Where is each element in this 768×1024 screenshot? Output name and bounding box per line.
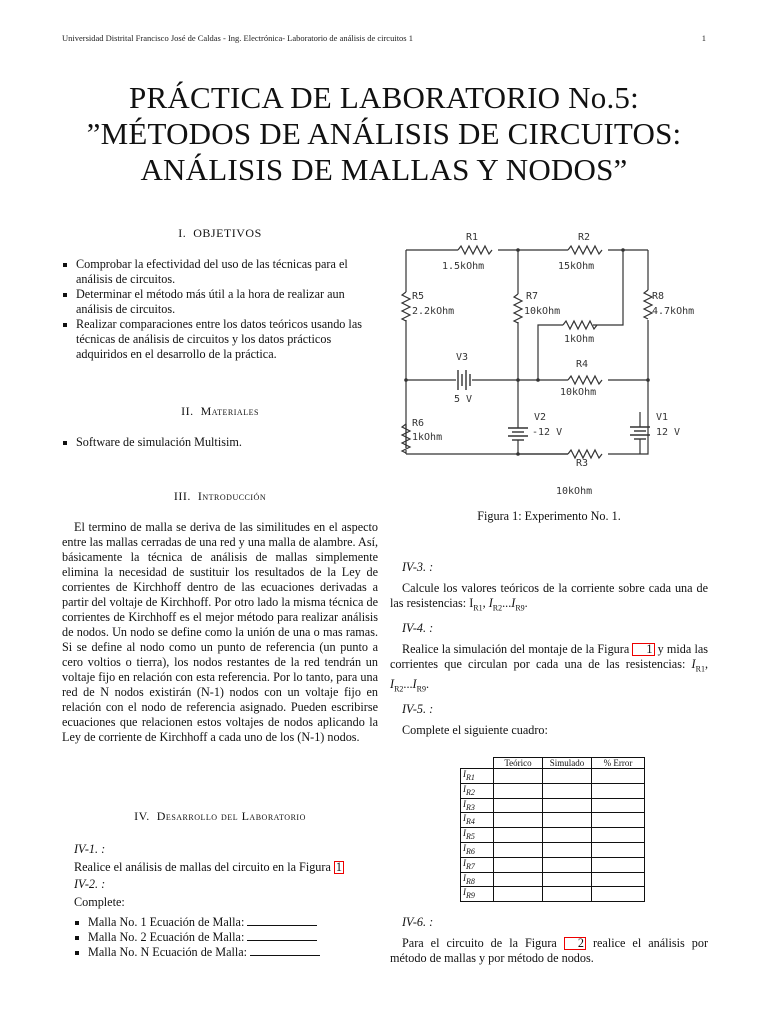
right-column-items <box>390 560 708 738</box>
figure-link[interactable]: 1 <box>632 643 654 656</box>
R3-resistor <box>568 450 602 458</box>
R3-value: 10kOhm <box>556 486 593 497</box>
table-row: $I_{R9}$ <box>461 887 645 902</box>
iv1-label: IV-1. : <box>74 842 106 856</box>
table-row: $I_{R4}$ <box>461 813 645 828</box>
V3-label: V3 <box>456 352 469 363</box>
materiales-list <box>62 435 378 450</box>
list-item: Comprobar la efectividad del uso de las técnicas para el análisis de circuitos. <box>62 257 378 287</box>
list-item: Determinar el método más útil a la hora de realizar aun análisis de circuitos. <box>62 287 378 317</box>
R1-label: R1 <box>466 232 479 243</box>
R1-value: 1.5kOhm <box>442 261 485 272</box>
R7-resistor <box>514 294 522 323</box>
R4-label: R4 <box>576 359 589 370</box>
running-head-text: Universidad Distrital Francisco José de Caldas - Ing. Electrónica- Laboratorio de análisis de circuitos 1 <box>62 33 413 43</box>
iv2-label: IV-2. : <box>74 877 106 891</box>
desarrollo-section <box>62 809 378 960</box>
iv3-text: Calcule los valores teóricos de la corriente sobre cada una de las resistencias: $I_{R1}$, $I_{R2}...I_{R9}$. <box>390 581 708 613</box>
list-item: Malla No. N Ecuación de Malla: <box>74 945 378 960</box>
title-line-3: ANÁLISIS DE MALLAS Y NODOS” <box>140 152 628 187</box>
answer-blank <box>250 945 320 956</box>
R4-value: 10kOhm <box>560 387 597 398</box>
R8-value: 4.7kOhm <box>652 306 695 317</box>
materiales-heading: II. Materiales <box>181 404 259 418</box>
results-table-wrap <box>460 757 645 902</box>
V3-value: 5 V <box>454 394 473 405</box>
table-header: % Error <box>592 758 645 769</box>
table-row: $I_{R1}$ <box>461 769 645 784</box>
materiales-section <box>62 404 378 450</box>
R6-resistor <box>402 424 410 453</box>
R8-label: R8 <box>652 291 665 302</box>
V2-value: -12 V <box>532 427 563 438</box>
V1-value: 12 V <box>656 427 681 438</box>
iv3-label: IV-3. : <box>402 560 434 574</box>
R2-label: R2 <box>578 232 591 243</box>
R9-value: 1kOhm <box>564 334 595 345</box>
answer-blank <box>247 930 317 941</box>
iv4-text: Realice la simulación del montaje de la Figura 1 y mida las corrientes que circulan por cada una de las resistencias: $I_{R1}$, $I_{R2}...I_{R9}$. <box>390 642 708 694</box>
objetivos-section <box>62 226 378 362</box>
table-header: Simulado <box>543 758 592 769</box>
table-row: $I_{R2}$ <box>461 783 645 798</box>
R7-label: R7 <box>526 291 539 302</box>
V1-label: V1 <box>656 412 669 423</box>
table-row: $I_{R3}$ <box>461 798 645 813</box>
table-row: $I_{R6}$ <box>461 842 645 857</box>
iv6-text: Para el circuito de la Figura 2 realice el análisis por método de mallas y por método de nodos. <box>390 936 709 965</box>
R1-resistor <box>458 246 492 254</box>
R4-resistor <box>568 376 602 384</box>
page-number: 1 <box>701 33 706 43</box>
list-item: Malla No. 2 Ecuación de Malla: <box>74 930 378 945</box>
R9-resistor <box>563 321 597 329</box>
objetivos-heading: I. OBJETIVOS <box>178 226 262 240</box>
introduccion-section <box>62 489 378 745</box>
introduccion-paragraph: El termino de malla se deriva de las similitudes en el aspecto entre las mallas cerradas de una red y una malla de alambre. Así, básicamente la técnica de análisis de mallas simplemente elimina la necesidad de sustituir los resultados de la Ley de corrientes de Kirchhoff dentro de las ecuaciones derivadas a partir del voltaje de Kirchhoff. Por otro lado la misma técnica de corrientes de Kirchhoff es el mejor método para realizar análisis de nodos. Un nodo se define como la unión de una o mas ramas. Si se define al nodo como un punto de referencia (un punto a cero voltios o tierra), los nodos restantes de la red tendrán un voltaje fijo en relación con esta referencia. Por lo tanto, para una red de N nodos existirán (N-1) nodos con un voltaje fijo en relación con el nodo de referencia asignado. Pueden escribirse ecuaciones que relacionen estos voltajes de nodos aplicando la Ley de corriente de Kirchhoff a cada uno de los (N-1) nodos. <box>62 520 378 744</box>
R3-label: R3 <box>576 458 589 469</box>
iv4-label: IV-4. : <box>402 621 434 636</box>
iv6-section <box>390 915 708 966</box>
V2-label: V2 <box>534 412 547 423</box>
table-header: Teórico <box>494 758 543 769</box>
objetivos-list <box>62 257 378 362</box>
paper-title <box>40 80 728 188</box>
iv2-text: Complete: <box>74 895 125 909</box>
table-header-row <box>461 758 645 769</box>
circuit-diagram <box>398 222 698 504</box>
R6-value: 1kOhm <box>412 432 443 443</box>
circuit-figure <box>398 222 698 504</box>
iv6-label: IV-6. : <box>402 915 434 929</box>
R5-label: R5 <box>412 291 425 302</box>
title-line-1: PRÁCTICA DE LABORATORIO No.5: <box>129 80 639 115</box>
mallas-list <box>74 915 378 960</box>
table-row: $I_{R8}$ <box>461 872 645 887</box>
introduccion-heading: III. Introducción <box>173 489 267 503</box>
R5-resistor <box>402 292 410 321</box>
R6-label: R6 <box>412 418 425 429</box>
table-row: $I_{R7}$ <box>461 857 645 872</box>
answer-blank <box>247 915 317 926</box>
table-row: $I_{R5}$ <box>461 828 645 843</box>
results-table <box>460 757 645 902</box>
list-item: Malla No. 1 Ecuación de Malla: <box>74 915 378 930</box>
R2-resistor <box>568 246 602 254</box>
figure-link[interactable]: 1 <box>335 860 343 874</box>
list-item: Software de simulación Multisim. <box>62 435 378 450</box>
R2-value: 15kOhm <box>558 261 595 272</box>
iv5-text: Complete el siguiente cuadro: <box>402 723 548 738</box>
desarrollo-heading: IV. Desarrollo del Laboratorio <box>134 809 306 823</box>
R8-resistor <box>644 290 652 319</box>
iv5-label: IV-5. : <box>402 702 434 717</box>
figure-link[interactable]: 2 <box>564 937 586 950</box>
list-item: Realizar comparaciones entre los datos teóricos usando las técnicas de análisis de circuitos y los datos prácticos adquiridos en el desarrollo de la práctica. <box>62 317 378 362</box>
R7-value: 10kOhm <box>524 306 561 317</box>
title-line-2: ”MÉTODOS DE ANÁLISIS DE CIRCUITOS: <box>86 116 682 151</box>
iv1-text: Realice el análisis de mallas del circuito en la Figura 1 <box>74 860 343 874</box>
running-header <box>62 33 706 43</box>
figure-caption: Figura 1: Experimento No. 1. <box>477 509 621 523</box>
R5-value: 2.2kOhm <box>412 306 455 317</box>
